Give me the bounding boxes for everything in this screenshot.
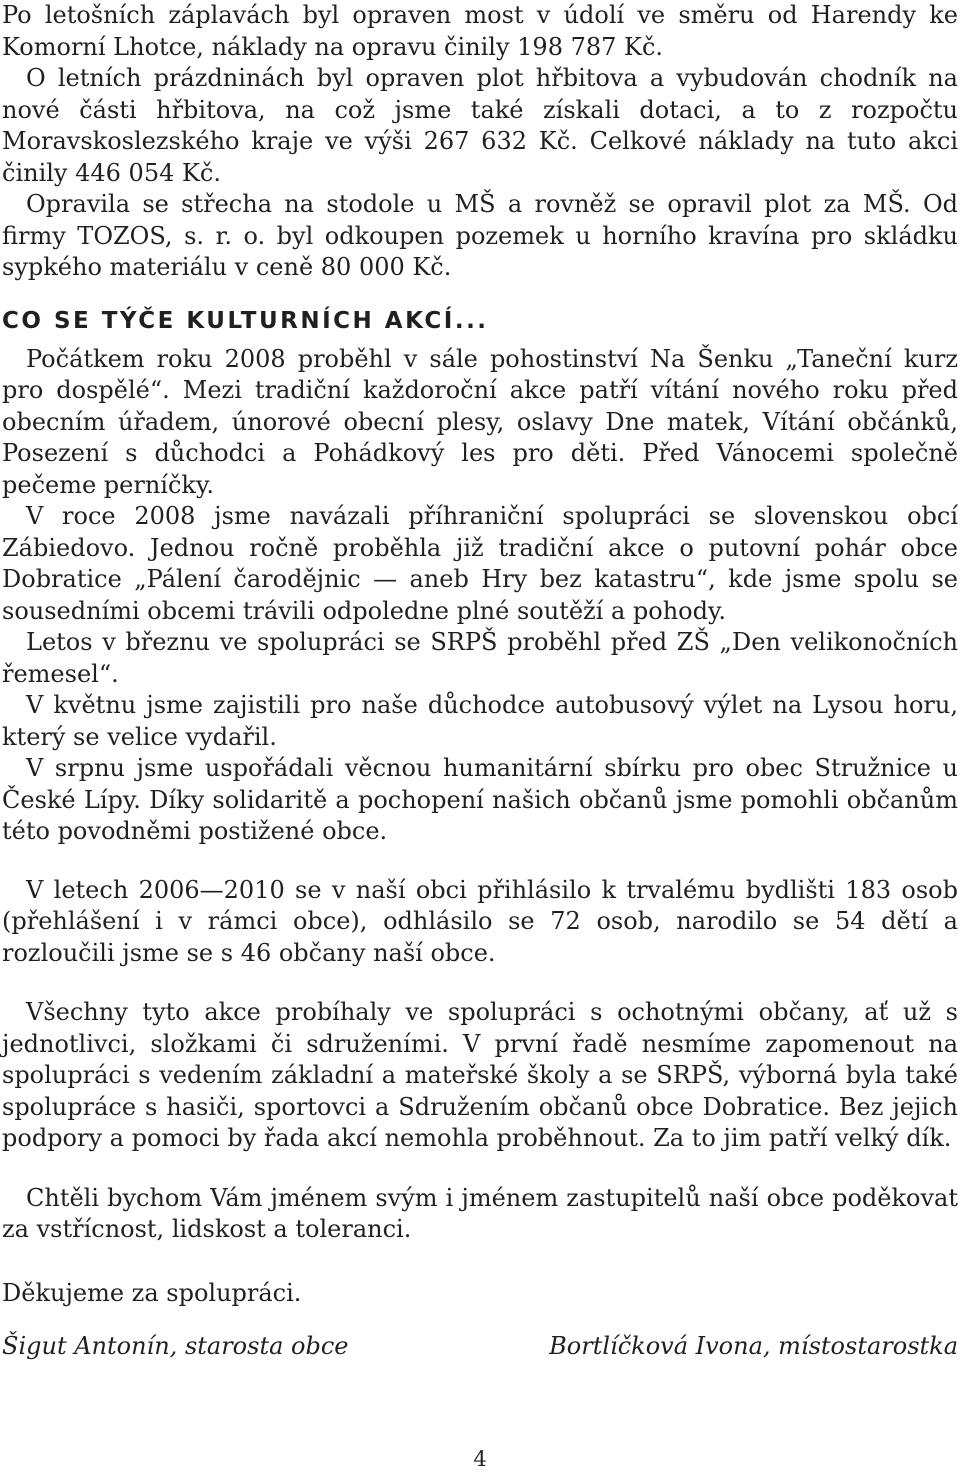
paragraph-roof-and-land: Opravila se střecha na stodole u MŠ a rovněž se opravil plot za MŠ. Od firmy TOZOS, s. r. o. byl odkoupen pozemek u horního kravína pro skládku sypkého materiálu v ceně 80 000 Kč.	[2, 190, 958, 281]
paragraph-closing: Chtěli bychom Vám jménem svým i jménem zastupitelů naší obce poděkovat za vstřícnost, lidskost a toleranci.	[2, 1183, 958, 1243]
paragraph-cemetery-fence: O letních prázdninách byl opraven plot hřbitova a vybudován chodník na nové části hřbitova, na což jsme také získali dotaci, a to z rozpočtu Moravskoslezského kraje ve výši 267 632 Kč. Celkové náklady na tuto akci činily 446 054 Kč.	[2, 64, 958, 187]
thanks-line: Děkujeme za spolupráci.	[2, 1278, 302, 1307]
paragraph-bridge-repair: Po letošních záplavách byl opraven most v údolí ve směru od Harendy ke Komorní Lhotce, náklady na opravu činily 198 787 Kč.	[2, 1, 958, 61]
section-heading-culture: CO SE TÝČE KULTURNÍCH AKCÍ...	[2, 307, 489, 334]
paragraph-culture-events: Počátkem roku 2008 proběhl v sále pohostinství Na Šenku „Taneční kurz pro dospělé“. Mezi tradiční každoroční akce patří vítání nového roku před obecním úřadem, únorové obecní plesy, oslavy Dne matek, Vítání občánků, Posezení s důchodci a Pohádkový les pro děti. Před Vánocemi společně pečeme perníčky.	[2, 344, 958, 499]
paragraph-bus-trip: V květnu jsme zajistili pro naše důchodce autobusový výlet na Lysou horu, který se velice vydařil.	[2, 691, 958, 751]
paragraph-cross-border: V roce 2008 jsme navázali příhraniční spolupráci se slovenskou obcí Zábiedovo. Jednou ročně proběhla již tradiční akce o putovní pohár obce Dobratice „Pálení čarodějnic — aneb Hry bez katastru“, kde jsme spolu se sousedními obcemi trávili odpoledne plné soutěží a pohody.	[2, 502, 958, 625]
page-number: 4	[473, 1447, 487, 1471]
paragraph-population: V letech 2006—2010 se v naší obci přihlásilo k trvalému bydlišti 183 osob (přehlášení i v rámci obce), odhlásilo se 72 osob, narodilo se 54 dětí a rozloučili jsme se s 46 občany naší obce.	[2, 875, 958, 967]
signature-row	[2, 1331, 958, 1363]
signature-mayor: Šigut Antonín, starosta obce	[2, 1332, 349, 1360]
paragraph-humanitarian: V srpnu jsme uspořádali věcnou humanitární sbírku pro obec Stružnice u České Lípy. Díky solidaritě a pochopení našich občanů jsme pomohli občanům této povodněmi postižené obce.	[2, 754, 958, 845]
paragraph-cooperation: Všechny tyto akce probíhaly ve spolupráci s ochotnými občany, ať už s jednotlivci, složkami či sdruženími. V první řadě nesmíme zapomenout na spolupráci s vedením základní a mateřské školy a se SRPŠ, výborná byla také spolupráce s hasiči, sportovci a Sdružením občanů obce Dobratice. Bez jejich podpory a pomoci by řada akcí nemohla proběhnout. Za to jim patří velký dík.	[2, 998, 958, 1152]
paragraph-easter-crafts: Letos v březnu ve spolupráci se SRPŠ proběhl před ZŠ „Den velikonočních řemesel“.	[2, 628, 958, 688]
signature-deputy-mayor: Bortlíčková Ivona, místostarostka	[549, 1332, 958, 1360]
